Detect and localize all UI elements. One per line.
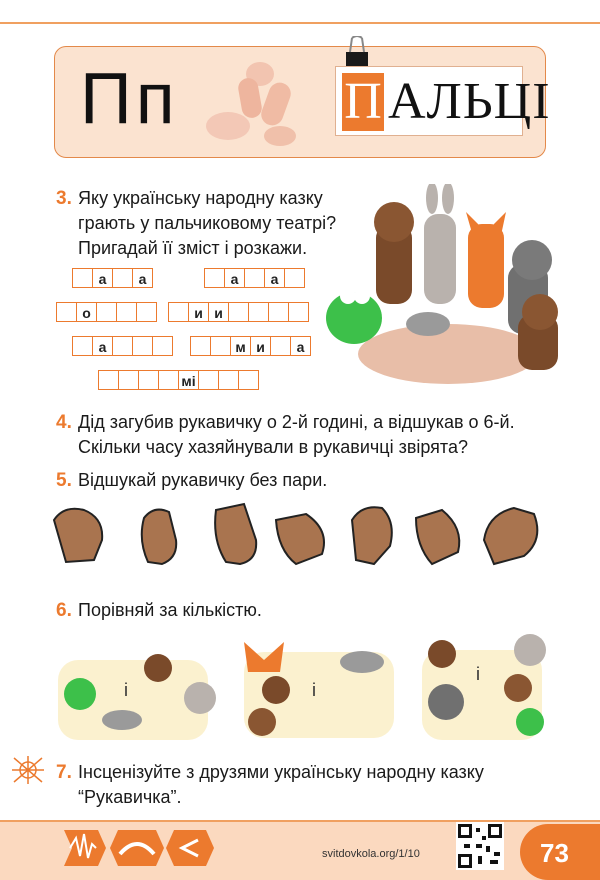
task-number: 6. [56, 600, 72, 621]
word-grid [204, 268, 304, 288]
grid-cell[interactable] [138, 370, 159, 390]
task-5 [56, 468, 72, 493]
finger-puppets-illustration [318, 184, 580, 384]
task-line: Скільки часу хазяйнували в рукавичці звірята? [78, 437, 468, 457]
word-grid [98, 370, 258, 390]
grid-cell[interactable]: а [290, 336, 311, 356]
grid-cell[interactable] [112, 268, 133, 288]
comparison-group-1 [54, 636, 230, 746]
page-number: 73 [540, 838, 569, 868]
footer-url[interactable]: svitdovkola.org/1/10 [322, 848, 420, 860]
task-number: 3. [56, 188, 72, 209]
grid-cell[interactable]: о [76, 302, 97, 322]
task-number: 4. [56, 412, 72, 433]
task-3-text [78, 186, 336, 261]
grid-cell[interactable] [284, 268, 305, 288]
mitten-icon[interactable] [352, 507, 392, 564]
task-7-text [78, 760, 484, 810]
task-7 [56, 760, 72, 785]
word-grid [72, 268, 152, 288]
task-4 [56, 410, 72, 435]
word-grid [56, 302, 156, 322]
grid-cell[interactable] [228, 302, 249, 322]
grid-cell[interactable]: а [92, 268, 113, 288]
grid-cell[interactable]: а [92, 336, 113, 356]
grid-cell[interactable]: а [224, 268, 245, 288]
mitten-icon[interactable] [416, 510, 459, 564]
mittens-row [44, 500, 564, 580]
top-rule [0, 22, 600, 24]
task-5-text: Відшукай рукавичку без пари. [78, 470, 328, 490]
grid-cell[interactable] [56, 302, 77, 322]
task-3 [56, 186, 72, 211]
word-rest: АЛЬЦІ [388, 73, 551, 130]
grid-cell[interactable] [198, 370, 219, 390]
task-line: Пригадай її зміст і розкажи. [78, 238, 308, 258]
grid-cell[interactable] [270, 336, 291, 356]
grid-cell[interactable]: и [250, 336, 271, 356]
word-grid [190, 336, 310, 356]
word-grid [168, 302, 308, 322]
task-line: “Рукавичка”. [78, 787, 182, 807]
grid-cell[interactable] [168, 302, 189, 322]
grid-cell[interactable] [268, 302, 289, 322]
task-number: 7. [56, 762, 72, 783]
grid-cell[interactable]: и [188, 302, 209, 322]
grid-cell[interactable] [96, 302, 117, 322]
conjunction: і [312, 680, 316, 700]
grid-cell[interactable] [72, 268, 93, 288]
grid-cell[interactable] [136, 302, 157, 322]
comparison-group-3 [416, 620, 556, 746]
mitten-icon[interactable] [54, 509, 102, 562]
mitten-icon[interactable] [142, 510, 176, 564]
grid-cell[interactable] [218, 370, 239, 390]
qr-code-icon [456, 822, 504, 870]
compare-icon [166, 830, 214, 866]
grid-cell[interactable] [210, 336, 231, 356]
task-6 [56, 598, 72, 623]
grid-cell[interactable] [158, 370, 179, 390]
bridge-icon [110, 830, 164, 866]
grid-cell[interactable] [116, 302, 137, 322]
drama-icon [10, 754, 46, 786]
grid-cell[interactable] [132, 336, 153, 356]
mitten-icon[interactable] [276, 514, 324, 564]
word-grid [72, 336, 172, 356]
grid-cell[interactable] [118, 370, 139, 390]
conjunction: і [124, 680, 128, 700]
task-line: Яку українську народну казку [78, 188, 323, 208]
grid-cell[interactable] [72, 336, 93, 356]
grid-cell[interactable]: а [264, 268, 285, 288]
sound-wave-icon [64, 830, 106, 866]
task-number: 5. [56, 470, 72, 491]
grid-cell[interactable]: а [132, 268, 153, 288]
mitten-icon[interactable] [484, 508, 537, 564]
comparison-group-2 [234, 632, 410, 742]
grid-cell[interactable] [248, 302, 269, 322]
task-line: Дід загубив рукавичку о 2-й годині, а відшукав о 6-й. [78, 412, 515, 432]
letter-heading: Пп [80, 59, 179, 139]
mitten-icon[interactable] [215, 504, 256, 564]
grid-cell[interactable] [204, 268, 225, 288]
task-line: Інсценізуйте з друзями українську народну казку [78, 762, 484, 782]
conjunction: і [476, 664, 480, 684]
grid-cell[interactable]: м [230, 336, 251, 356]
grid-cell[interactable] [190, 336, 211, 356]
task-6-text: Порівняй за кількістю. [78, 600, 262, 620]
task-line: грають у пальчиковому театрі? [78, 213, 337, 233]
grid-cell[interactable] [152, 336, 173, 356]
grid-cell[interactable]: и [208, 302, 229, 322]
task-4-text [78, 410, 515, 460]
grid-cell[interactable] [238, 370, 259, 390]
grid-cell[interactable] [244, 268, 265, 288]
grid-cell[interactable]: мі [178, 370, 199, 390]
word-first-letter: П [342, 73, 384, 131]
grid-cell[interactable] [112, 336, 133, 356]
fingers-illustration [200, 52, 310, 148]
footer-icons [58, 820, 218, 876]
grid-cell[interactable] [98, 370, 119, 390]
grid-cell[interactable] [288, 302, 309, 322]
